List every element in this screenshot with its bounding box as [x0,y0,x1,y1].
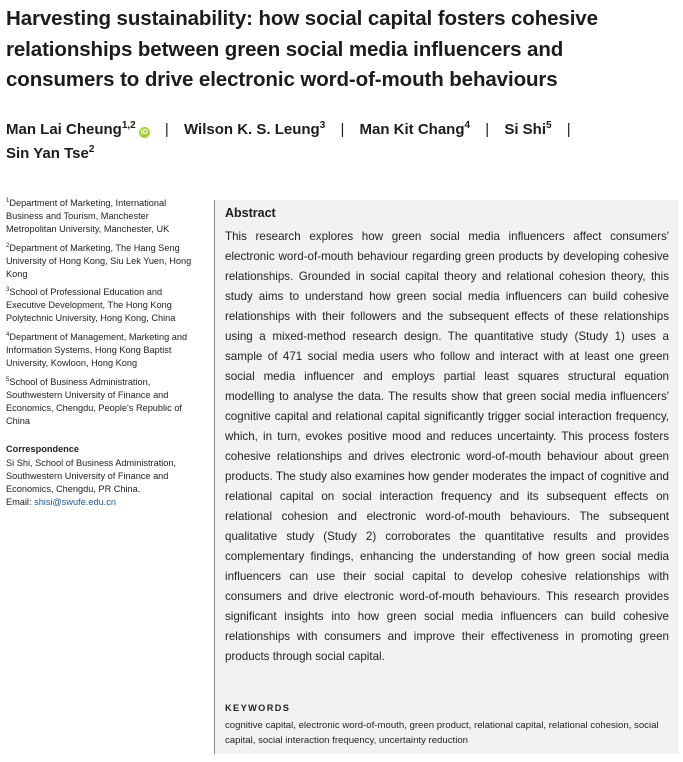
orcid-icon[interactable]: iD [140,129,148,136]
affil-number: 4 [6,332,10,339]
author-name[interactable]: Man Kit Chang [359,121,465,138]
author-affil-sup: 2 [88,144,95,155]
correspondence-text: Si Shi, School of Business Administration, Southwestern University of Finance and Economics, Chengdu, PR China. [6,458,177,495]
abstract-heading: Abstract [225,206,276,220]
author-separator: | [164,121,169,138]
affil-text: Department of Marketing, International Business and Tourism, Manchester Metropolitan University, Manchester, UK [6,198,170,234]
affil-text: Department of Marketing, The Hang Seng University of Hong Kong, Siu Lek Yuen, Hong Kong [6,242,192,279]
author-affil-sup: 4 [464,120,471,131]
affiliation [6,376,198,428]
affiliation [6,242,198,281]
affiliation [6,331,198,370]
affil-number: 5 [6,376,10,383]
author-separator: | [485,121,490,138]
title-line: Harvesting sustainability: how social capital fosters cohesive [6,7,598,30]
abstract-text: This research explores how green social media influencers affect consumers' electronic word-of-mouth behaviour regarding green products by developing cohesive relationships. Grounded in social capital theory and relational cohesion theory, this study aims to understand how green social media influencers can build cohesive relationships with their followers and the subsequent effects of these relationships using a mixed-method research design. The quantitative study (Study 1) uses a sample of 471 social media users who follow and interact with at least one green social media influencer and employs partial least squares structural equation modelling to analyse the data. The results show that green social media influencers' cognitive capital and relational capital significantly trigger social interaction frequency, which, in turn, evokes positive mood and reduces uncertainty. This process fosters cohesive relationships and drives electronic word-of-mouth behaviour about green products. The study also examines how gender moderates the impact of cognitive and relational capital on social interaction frequency and its subsequent effects on relational cohesion and electronic word-of-mouth behaviours. The subsequent qualitative study (Study 2) corroborates the quantitative results and provides complementary findings, enhancing the understanding of how green social media influencers can use their social capital to develop cohesive relationships with consumers and drive electronic word-of-mouth behaviours. This research provides significant insights into how green social media influencers can build cohesive relationships with consumers and improve their effectiveness in promoting green products through social capital. [225,230,669,663]
affil-number: 3 [6,287,10,294]
author-separator: | [340,121,345,138]
abstract-panel [214,200,679,754]
author-row [6,142,678,166]
affiliation [6,286,198,325]
affiliation [6,197,198,236]
affil-number: 1 [6,198,10,204]
author-name[interactable]: Wilson K. S. Leung [184,121,320,138]
author-name[interactable]: Man Lai Cheung [6,121,122,138]
title-line: relationships between green social media influencers and [6,37,564,61]
title-line: consumers to drive electronic word-of-mouth behaviours [6,68,558,91]
keywords-heading: KEYWORDS [225,703,291,713]
correspondence-heading: Correspondence [6,443,80,454]
affil-text: Department of Management, Marketing and Information Systems, Hong Kong Baptist University, Kowloon, Hong Kong [6,332,188,368]
author-affil-sup: 3 [319,120,326,131]
author-list [6,118,678,166]
affil-text: School of Business Administration, Southwestern University of Finance and Economics, Chengdu, People's Republic of China [6,376,182,426]
author-name[interactable]: Si Shi [504,121,547,138]
correspondence-block [6,457,198,509]
paper-title [6,4,682,96]
author-affil-sup: 1,2 [121,120,136,131]
email-link[interactable]: shisi@swufe.edu.cn [34,497,116,508]
keywords-text: cognitive capital, electronic word-of-mouth, green product, relational capital, relational cohesion, social capital, social interaction frequency, uncertainty reduction [225,720,659,746]
affil-text: School of Professional Education and Executive Development, The Hong Kong Polytechnic University, Hong Kong, China [6,287,176,324]
email-label: Email: [6,497,35,508]
author-name[interactable]: Sin Yan Tse [6,145,89,162]
author-row [6,118,678,142]
author-separator: | [566,121,571,138]
affiliations-column [6,197,198,509]
author-affil-sup: 5 [546,120,552,131]
affil-number: 2 [6,242,10,249]
